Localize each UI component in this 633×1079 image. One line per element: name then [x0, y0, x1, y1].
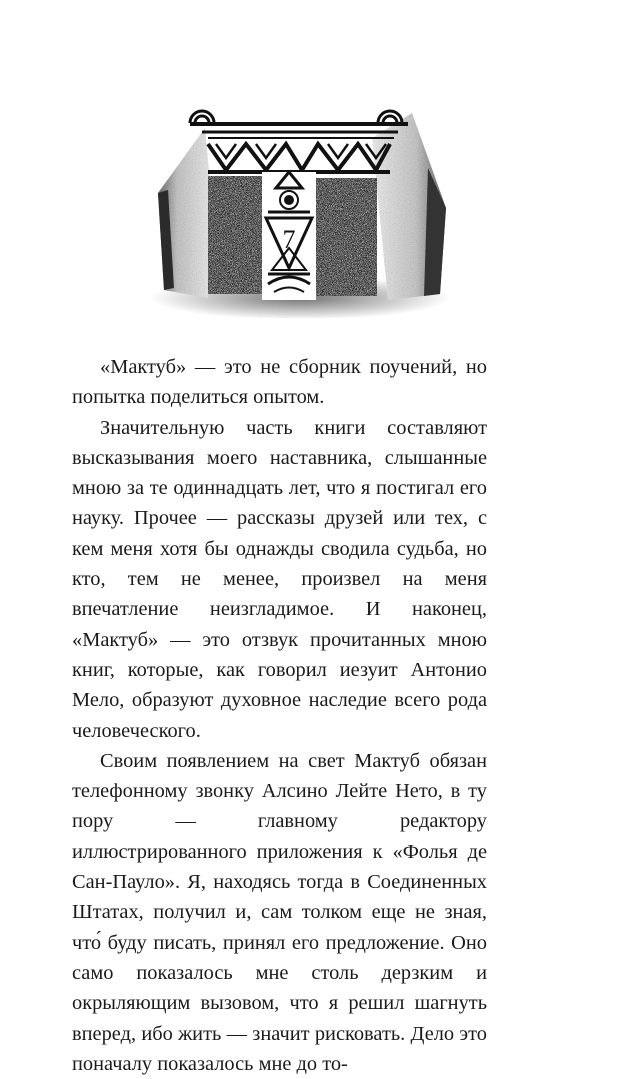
right-stone — [372, 113, 446, 300]
body-text — [72, 352, 487, 1079]
triangle-frieze — [208, 144, 390, 172]
left-stone — [158, 128, 212, 298]
paragraph: Своим появлением на свет Мактуб обязан телефонному звонку Алсино Лейте Нето, в ту пору — главному редактору иллюстрированного приложения к «Фолья де Сан-Пауло». Я, находясь тогда в Соединенных Штатах, получил и, сам толком еще не зная, что́ буду писать, принял его предложение. Оно само показалось мне столь дерзким и окрыляющим вызовом, что я решил шагнуть вперед, ибо жить — значит рисковать. Дело это поначалу показалось мне до то- — [72, 749, 487, 1075]
top-lintel — [190, 111, 408, 138]
page-number: 7 — [282, 225, 296, 254]
paragraph: «Мактуб» — это не сборник поучений, но попытка поделиться опытом. — [72, 356, 487, 409]
paragraph: Значительную часть книги составляют высказывания моего наставника, слышанные мною за те одиннадцать лет, что я постигал его науку. Прочее — рассказы друзей или тех, с кем меня хотя бы однажды сводила судьба, но кто, тем не менее, произвел на меня впечатление неизгладимое. И наконец, «Мактуб» — это отзвук прочитанных мною книг, которые, как говорил иезуит Антонио Мело, образуют духовное наследие всего рода человеческого. — [72, 416, 487, 742]
stone-gate-ornament-icon — [150, 98, 455, 318]
